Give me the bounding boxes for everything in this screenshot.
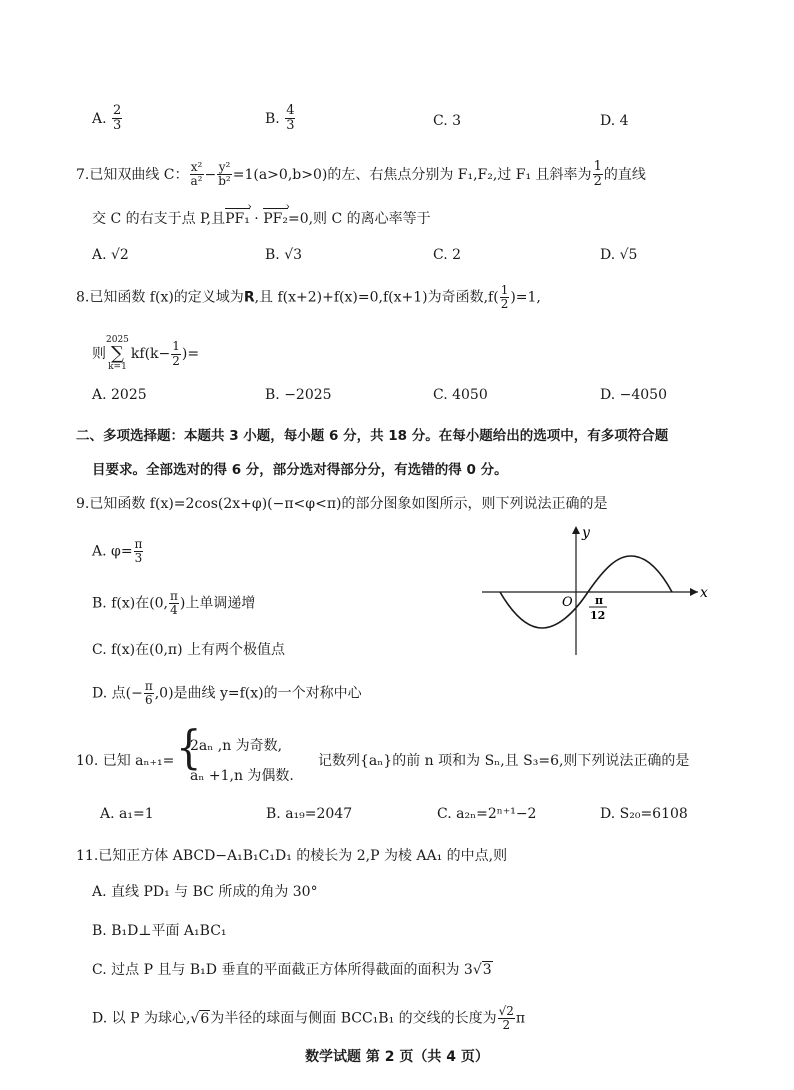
q10-option-d: D. S₂₀=6108 bbox=[600, 806, 688, 822]
q7-stem-line1: 7.已知双曲线 C： $\frac{\text{x²}}{\text{a²}}$ − $\frac{\text{y²}}{\text{b²}}$ =1(a>0,b>0)的左、右焦点分别为 F₁,F₂,过 F₁ 且斜率为 $\frac{1}{2}$ 的直线 bbox=[76, 159, 646, 190]
q7-stem-line2: 交 C 的右支于点 P,且PF₁ › · PF₂ ›=0,则 C 的离心率等于 bbox=[92, 208, 431, 228]
q9-option-d: D. 点(− $\frac{\pi}{6}$ ,0)是曲线 y=f(x)的一个对称中心 bbox=[92, 679, 362, 708]
vector-pf2: PF₂ › bbox=[263, 211, 288, 227]
q11-option-c: C. 过点 P 且与 B₁D 垂直的平面截正方体所得截面的面积为 3√3 bbox=[92, 962, 492, 978]
page-footer: 数学试题 第 2 页（共 4 页） bbox=[305, 1049, 489, 1065]
section2-heading-line1: 二、多项选择题：本题共 3 小题，每小题 6 分，共 18 分。在每小题给出的选项中，有多项符合题 bbox=[76, 428, 669, 444]
q7-option-b: B. √3 bbox=[265, 247, 303, 263]
q9-option-a: A. φ= $\frac{\pi}{3}$ bbox=[92, 537, 143, 566]
case-brace: { bbox=[176, 721, 202, 775]
q9-stem: 9.已知函数 f(x)=2cos(2x+φ)(−π<φ<π)的部分图象如图所示，则下列说法正确的是 bbox=[76, 496, 608, 512]
q6-option-b: B. $\frac{4}{3}$ bbox=[265, 103, 295, 134]
q10-case1: 2aₙ ,n 为奇数, bbox=[190, 738, 283, 754]
q10-option-b: B. a₁₉=2047 bbox=[266, 806, 353, 822]
q10-stem-pre: 10. 已知 aₙ₊₁= bbox=[76, 753, 175, 769]
q9-cosine-graph bbox=[476, 520, 716, 660]
q6-option-a: A. $\frac{2}{3}$ bbox=[92, 103, 122, 134]
q10-option-a: A. a₁=1 bbox=[100, 806, 154, 822]
y-axis-label: y bbox=[582, 525, 590, 541]
q8-option-c: C. 4050 bbox=[433, 387, 488, 403]
y-axis-arrow bbox=[572, 526, 580, 534]
q10-stem-post: 记数列{aₙ}的前 n 项和为 Sₙ,且 S₃=6,则下列说法正确的是 bbox=[318, 753, 690, 769]
summation-symbol: 2025 ∑ k=1 bbox=[106, 335, 129, 372]
q7-option-d: D. √5 bbox=[600, 247, 638, 263]
q8-option-d: D. −4050 bbox=[600, 387, 667, 403]
q8-option-b: B. −2025 bbox=[265, 387, 332, 403]
q8-option-a: A. 2025 bbox=[92, 387, 147, 403]
q8-stem-line1: 8.已知函数 f(x)的定义域为R,且 f(x+2)+f(x)=0,f(x+1)为奇函数,f( $\frac{1}{2}$ )=1, bbox=[76, 283, 541, 312]
q6-option-d: D. 4 bbox=[600, 113, 629, 129]
tick-label-denominator: 12 bbox=[590, 609, 606, 622]
q7-option-a: A. √2 bbox=[92, 247, 129, 263]
q11-option-b: B. B₁D⊥平面 A₁BC₁ bbox=[92, 923, 227, 939]
x-axis-arrow bbox=[690, 588, 698, 596]
q7-option-c: C. 2 bbox=[433, 247, 462, 263]
origin-label: O bbox=[562, 595, 573, 610]
q8-stem-line2: 则2025 ∑ k=1kf(k− $\frac{1}{2}$ )= bbox=[92, 335, 200, 372]
section2-heading-line2: 目要求。全部选对的得 6 分，部分选对得部分分，有选错的得 0 分。 bbox=[92, 462, 508, 478]
q10-option-c: C. a₂ₙ=2ⁿ⁺¹−2 bbox=[437, 806, 537, 822]
tick-label-numerator: π bbox=[595, 594, 604, 607]
q9-option-b: B. f(x)在(0, $\frac{\pi}{4}$ )上单调递增 bbox=[92, 589, 256, 618]
q9-option-c: C. f(x)在(0,π) 上有两个极值点 bbox=[92, 642, 286, 658]
x-axis-label: x bbox=[700, 585, 708, 601]
q6-option-c: C. 3 bbox=[433, 113, 462, 129]
q11-option-a: A. 直线 PD₁ 与 BC 所成的角为 30° bbox=[92, 884, 318, 900]
q11-stem: 11.已知正方体 ABCD−A₁B₁C₁D₁ 的棱长为 2,P 为棱 AA₁ 的中点,则 bbox=[76, 848, 508, 864]
q11-option-d: D. 以 P 为球心,√6为半径的球面与侧面 BCC₁B₁ 的交线的长度为 $\frac{√2}{2}$ π bbox=[92, 1004, 526, 1033]
q10-case2: aₙ +1,n 为偶数. bbox=[190, 768, 294, 784]
vector-pf1: PF₁ › bbox=[225, 211, 250, 227]
